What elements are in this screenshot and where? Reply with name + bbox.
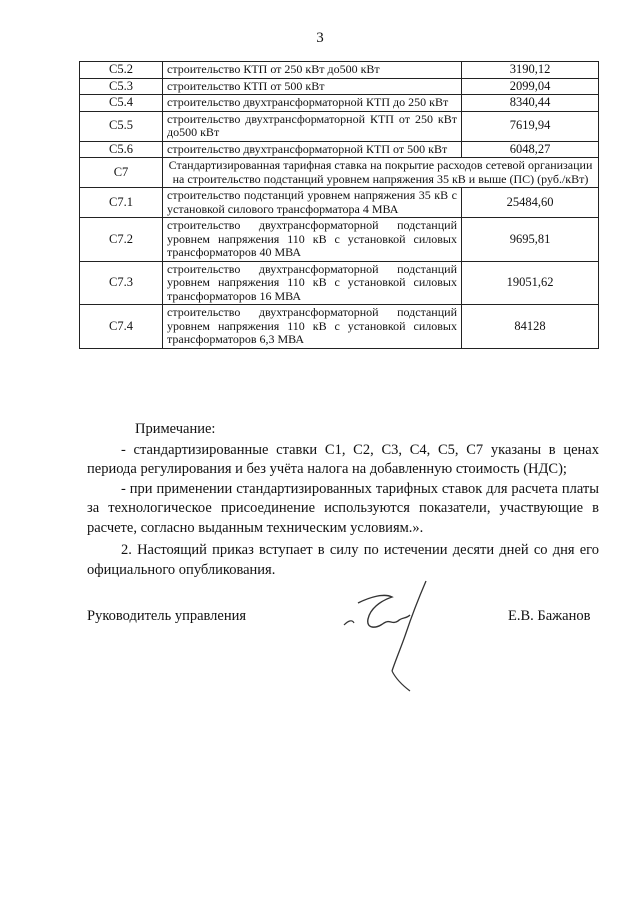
table-row bbox=[80, 111, 599, 141]
page-number: 3 bbox=[316, 30, 324, 46]
table-row bbox=[80, 95, 599, 112]
rate-value-cell: 3190,12 bbox=[462, 62, 599, 79]
signatory-name: Е.В. Бажанов bbox=[508, 608, 591, 624]
order-clause bbox=[87, 540, 599, 580]
rate-description-cell: строительство КТП от 250 кВт до500 кВт bbox=[163, 62, 462, 79]
rate-value-cell: 2099,04 bbox=[462, 78, 599, 95]
rate-code-cell: С5.3 bbox=[80, 78, 163, 95]
note-item: - стандартизированные ставки С1, С2, С3, С4, С5, С7 указаны в ценах периода регулирования и без учёта налога на добавленную стоимость (НДС); bbox=[87, 441, 599, 477]
rate-code-cell: С5.6 bbox=[80, 141, 163, 158]
rate-value-cell: 25484,60 bbox=[462, 188, 599, 218]
note-item: - при применении стандартизированных тарифных ставок для расчета платы за технологическое присоединение используются показатели, участвующие в расчете, согласно выданным техническим условиям.». bbox=[87, 480, 599, 536]
rate-description-cell: строительство двухтрансформаторной КТП от 250 кВт до500 кВт bbox=[163, 111, 462, 141]
rate-value-cell: 9695,81 bbox=[462, 218, 599, 262]
rate-value-cell: 7619,94 bbox=[462, 111, 599, 141]
rate-code-cell: С7 bbox=[80, 158, 163, 188]
table-row bbox=[80, 261, 599, 305]
rate-code-cell: С7.1 bbox=[80, 188, 163, 218]
rate-description-cell: строительство двухтрансформаторной подстанций уровнем напряжения 110 кВ с установкой силовых трансформаторов 6,3 МВА bbox=[163, 305, 462, 349]
rate-description-cell: строительство двухтрансформаторной подстанций уровнем напряжения 110 кВ с установкой силовых трансформаторов 40 МВА bbox=[163, 218, 462, 262]
table-row bbox=[80, 141, 599, 158]
rate-code-cell: С7.3 bbox=[80, 261, 163, 305]
table-row bbox=[80, 158, 599, 188]
rate-code-cell: С5.4 bbox=[80, 95, 163, 112]
handwritten-signature bbox=[340, 575, 450, 695]
rate-value-cell: 84128 bbox=[462, 305, 599, 349]
table-row bbox=[80, 188, 599, 218]
notes-section bbox=[87, 420, 599, 538]
rate-value-cell: 6048,27 bbox=[462, 141, 599, 158]
rate-description-cell: строительство двухтрансформаторной КТП от 500 кВт bbox=[163, 141, 462, 158]
signatory-position: Руководитель управления bbox=[87, 608, 247, 624]
rate-code-cell: С7.2 bbox=[80, 218, 163, 262]
order-text: 2. Настоящий приказ вступает в силу по истечении десяти дней со дня его официального опубликования. bbox=[87, 542, 599, 578]
table-row bbox=[80, 218, 599, 262]
rate-code-cell: С5.2 bbox=[80, 62, 163, 79]
rate-value-cell: 19051,62 bbox=[462, 261, 599, 305]
table-row bbox=[80, 78, 599, 95]
rate-value-cell: 8340,44 bbox=[462, 95, 599, 112]
rate-description-cell: строительство КТП от 500 кВт bbox=[163, 78, 462, 95]
table-body bbox=[80, 62, 599, 349]
rate-code-cell: С5.5 bbox=[80, 111, 163, 141]
tariff-rates-table bbox=[79, 61, 599, 349]
rate-description-cell: строительство двухтрансформаторной КТП до 250 кВт bbox=[163, 95, 462, 112]
table-row bbox=[80, 62, 599, 79]
rate-description-cell: строительство двухтрансформаторной подстанций уровнем напряжения 110 кВ с установкой силовых трансформаторов 16 МВА bbox=[163, 261, 462, 305]
table-row bbox=[80, 305, 599, 349]
rate-code-cell: С7.4 bbox=[80, 305, 163, 349]
rate-description-cell: строительство подстанций уровнем напряжения 35 кВ с установкой силового трансформатора 4 МВА bbox=[163, 188, 462, 218]
section-header-cell: Стандартизированная тарифная ставка на покрытие расходов сетевой организации на строительство подстанций уровнем напряжения 35 кВ и выше (ПС) (руб./кВт) bbox=[163, 158, 599, 188]
notes-title: Примечание: bbox=[135, 421, 216, 437]
